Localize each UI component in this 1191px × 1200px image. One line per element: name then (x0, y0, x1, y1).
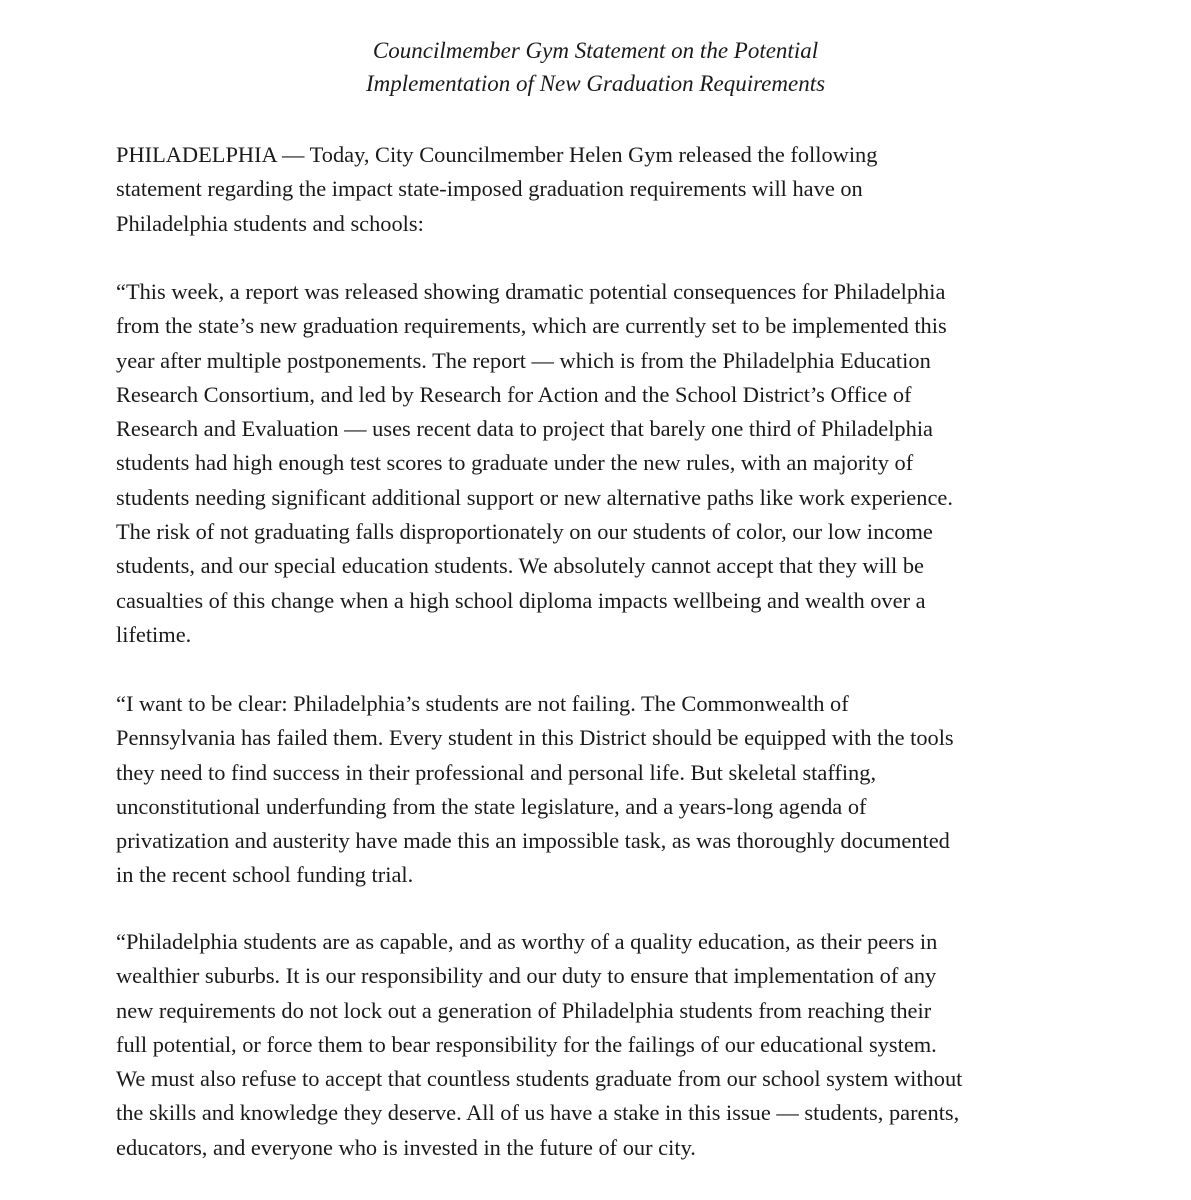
text-line: “Philadelphia students are as capable, and as worthy of a quality education, as their peers in (116, 929, 938, 954)
text-line: students had high enough test scores to graduate under the new rules, with an majority of (116, 450, 914, 476)
text-line: the skills and knowledge they deserve. All of us have a stake in this issue — students, parents, (116, 1100, 960, 1126)
text-line: full potential, or force them to bear responsibility for the failings of our educational system. (116, 1031, 937, 1057)
text-line: in the recent school funding trial. (116, 862, 414, 888)
text-line: Pennsylvania has failed them. Every student in this District should be equipped with the tools (116, 725, 954, 751)
quote-paragraph-failing (116, 687, 1116, 893)
document-title (0, 34, 1191, 100)
text-line: Research Consortium, and led by Research for Action and the School District’s Office of (116, 381, 912, 407)
text-line: unconstitutional underfunding from the state legislature, and a years-long agenda of (116, 793, 867, 819)
text-line: Research and Evaluation — uses recent data to project that barely one third of Philadelphia (116, 416, 933, 442)
text-line: lifetime. (116, 621, 192, 647)
text-line: Philadelphia students and schools: (116, 210, 424, 236)
text-line: PHILADELPHIA — Today, City Councilmember Helen Gym released the following (116, 142, 878, 167)
text-line: new requirements do not lock out a generation of Philadelphia students from reaching their (116, 997, 932, 1023)
text-line: wealthier suburbs. It is our responsibility and our duty to ensure that implementation of any (116, 963, 937, 989)
text-line: year after multiple postponements. The report — which is from the Philadelphia Education (116, 347, 931, 373)
text-line: educators, and everyone who is invested in the future of our city. (116, 1134, 696, 1160)
quote-paragraph-report (116, 275, 1116, 652)
intro-paragraph (116, 138, 1116, 241)
text-line: statement regarding the impact state-imposed graduation requirements will have on (116, 176, 863, 202)
text-line: The risk of not graduating falls disproportionately on our students of color, our low income (116, 519, 933, 545)
text-line: casualties of this change when a high school diploma impacts wellbeing and wealth over a (116, 587, 926, 613)
text-line: “This week, a report was released showing dramatic potential consequences for Philadelphia (116, 279, 946, 304)
text-line: privatization and austerity have made this an impossible task, as was thoroughly documented (116, 828, 950, 854)
text-line: they need to find success in their professional and personal life. But skeletal staffing, (116, 759, 877, 785)
text-line: We must also refuse to accept that countless students graduate from our school system without (116, 1066, 963, 1092)
text-line: students, and our special education students. We absolutely cannot accept that they will be (116, 553, 924, 579)
title-line: Implementation of New Graduation Requirements (365, 71, 826, 96)
text-line: from the state’s new graduation requirements, which are currently set to be implemented this (116, 313, 947, 339)
text-line: “I want to be clear: Philadelphia’s students are not failing. The Commonwealth of (116, 691, 849, 716)
quote-paragraph-capable (116, 925, 1116, 1165)
text-line: students needing significant additional support or new alternative paths like work experience. (116, 484, 953, 510)
title-line: Councilmember Gym Statement on the Potential (372, 38, 819, 63)
